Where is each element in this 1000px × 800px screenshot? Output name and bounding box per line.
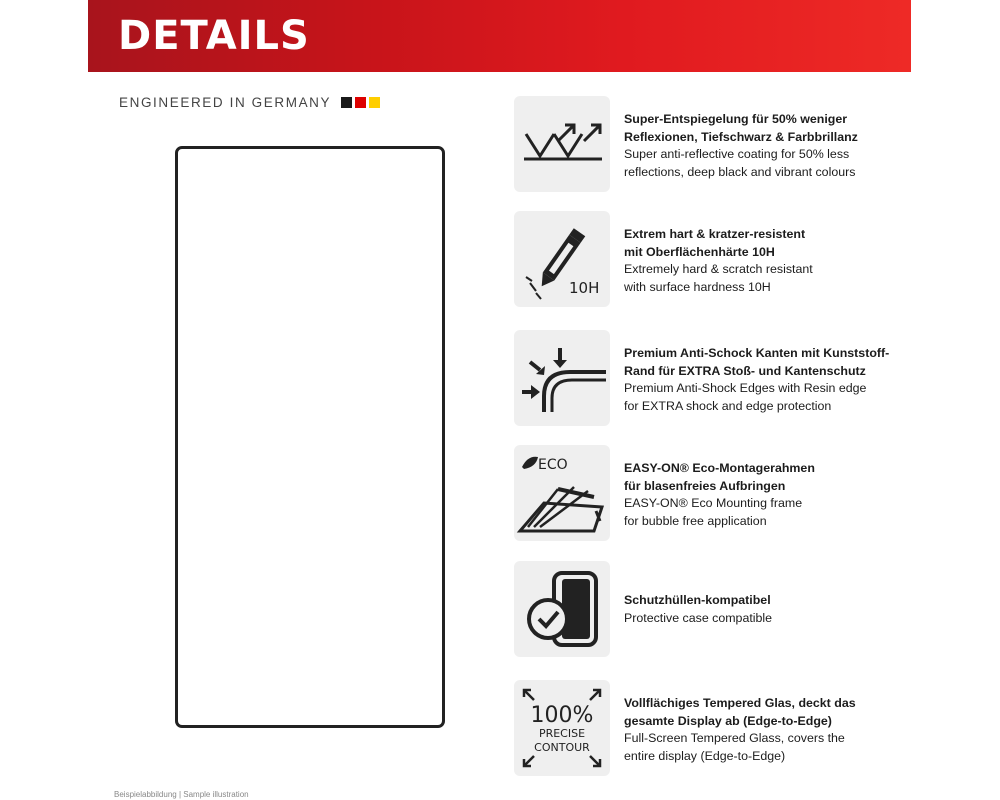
feature-title-en: Full-Screen Tempered Glass, covers the entire display (Edge-to-Edge) [624, 731, 845, 763]
percent-label: 100% [530, 703, 594, 728]
feature-anti-reflective [514, 96, 914, 192]
eco-label: ECO [538, 457, 568, 473]
feature-shock-edge [514, 330, 914, 426]
feature-title-de: Premium Anti-Schock Kanten mit Kunststoff- Rand für EXTRA Stoß- und Kantenschutz [624, 346, 890, 378]
hardness-label: 10H [569, 279, 600, 297]
feature-precise-contour [514, 680, 914, 776]
precise-contour-icon [514, 680, 610, 776]
feature-title-en: Protective case compatible [624, 610, 773, 625]
feature-case-compatible [514, 561, 914, 657]
feature-text [624, 345, 914, 415]
feature-text [624, 460, 914, 530]
feature-title-en: Premium Anti-Shock Edges with Resin edge for EXTRA shock and edge protection [624, 381, 867, 413]
feature-hardness [514, 211, 914, 307]
feature-title-de: Extrem hart & kratzer-resistent mit Oberflächenhärte 10H [624, 227, 806, 259]
image-caption: Beispielabbildung | Sample illustration [114, 790, 249, 799]
german-flag-icon [341, 97, 380, 108]
contour-label: CONTOUR [534, 741, 590, 754]
tagline-text: ENGINEERED IN GERMANY [119, 95, 332, 110]
feature-text [624, 226, 914, 296]
eco-mounting-frame-icon [514, 445, 610, 541]
precise-label: PRECISE [538, 727, 586, 740]
feature-text [624, 592, 914, 627]
feature-title-en: EASY-ON® Eco Mounting frame for bubble free application [624, 496, 803, 528]
feature-title-en: Extremely hard & scratch resistant with surface hardness 10H [624, 262, 813, 294]
case-compatible-icon [514, 561, 610, 657]
feature-text [624, 111, 914, 181]
feature-title-de: Super-Entspiegelung für 50% weniger Reflexionen, Tiefschwarz & Farbbrillanz [624, 112, 858, 144]
feature-title-de: Vollflächiges Tempered Glas, deckt das gesamte Display ab (Edge-to-Edge) [624, 696, 856, 728]
feature-text [624, 695, 914, 765]
feature-eco-mounting [514, 445, 914, 541]
shock-edge-icon [514, 330, 610, 426]
tagline [119, 95, 380, 110]
screen-protector-illustration [175, 146, 445, 728]
anti-reflective-icon [514, 96, 610, 192]
feature-title-en: Super anti-reflective coating for 50% less reflections, deep black and vibrant colours [624, 147, 856, 179]
page-title: DETAILS [118, 13, 310, 59]
feature-title-de: EASY-ON® Eco-Montagerahmen für blasenfreies Aufbringen [624, 461, 815, 493]
feature-title-de: Schutzhüllen-kompatibel [624, 593, 771, 607]
hardness-10h-icon [514, 211, 610, 307]
header-banner [88, 0, 911, 72]
